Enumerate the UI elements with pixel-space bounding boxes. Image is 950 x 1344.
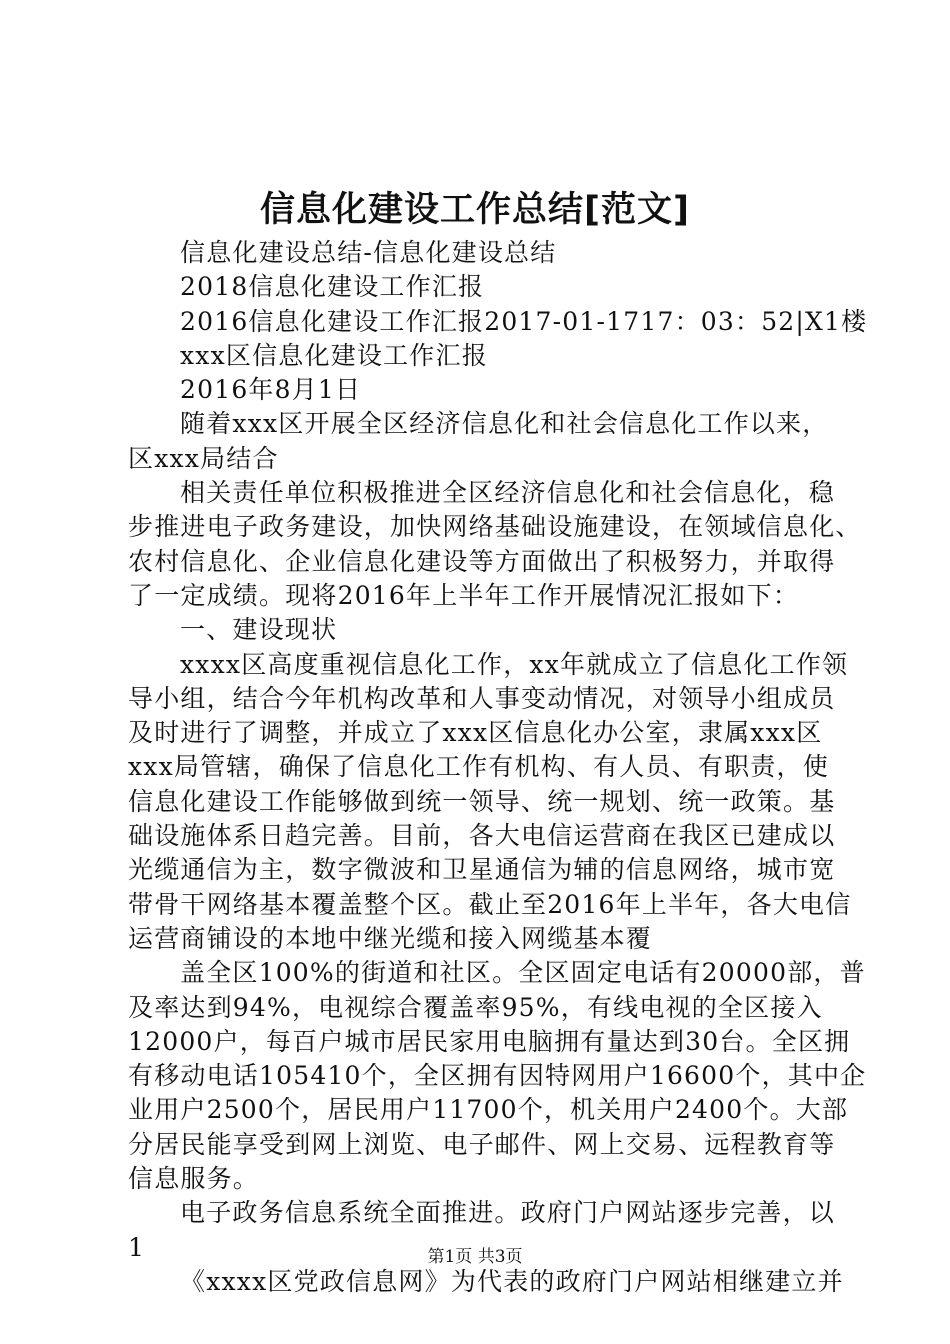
text-line: 及时进行了调整，并成立了xxx区信息化办公室，隶属xxx区: [128, 718, 823, 748]
text-line: 2018信息化建设工作汇报: [180, 272, 485, 302]
text-line: 电子政务信息系统全面推进。政府门户网站逐步完善，以: [180, 1198, 836, 1228]
text-line: xxx区信息化建设工作汇报: [180, 340, 488, 370]
text-line: 随着xxx区开展全区经济信息化和社会信息化工作以来，: [180, 409, 829, 439]
text-line: 分居民能享受到网上浏览、电子邮件、网上交易、远程教育等: [128, 1129, 836, 1159]
text-line: xxx局管辖，确保了信息化工作有机构、有人员、有职责，使: [128, 752, 829, 782]
text-line: 1: [128, 1232, 146, 1262]
text-line: 相关责任单位积极推进全区经济信息化和社会信息化，稳: [180, 478, 836, 508]
text-line: 信息化建设总结-信息化建设总结: [180, 238, 557, 267]
text-line: 运营商铺设的本地中继光缆和接入网缆基本覆: [128, 923, 653, 953]
document-title: 信息化建设工作总结[范文]: [260, 190, 690, 230]
text-line: 及率达到94%，电视综合覆盖率95%，有线电视的全区接入: [128, 992, 823, 1022]
text-line: 盖全区100%的街道和社区。全区固定电话有20000部，普: [180, 958, 866, 988]
text-line: 《xxxx区党政信息网》为代表的政府门户网站相继建立并: [180, 1266, 844, 1296]
text-line: 光缆通信为主，数字微波和卫星通信为辅的信息网络，城市宽: [128, 855, 836, 885]
text-line: 农村信息化、企业信息化建设等方面做出了积极努力，并取得: [128, 546, 836, 576]
text-line: 2016年8月1日: [180, 375, 362, 405]
document-body: [128, 236, 868, 1299]
text-line: 导小组，结合今年机构改革和人事变动情况，对领导小组成员: [128, 683, 836, 713]
text-line: 础设施体系日趋完善。目前，各大电信运营商在我区已建成以: [128, 821, 836, 851]
text-line: 业用户2500个，居民用户11700个，机关用户2400个。大部: [128, 1095, 849, 1125]
text-line: 信息化建设工作能够做到统一领导、统一规划、统一政策。基: [128, 786, 836, 816]
text-line: 信息服务。: [128, 1164, 260, 1194]
text-line: 12000户，每百户城市居民家用电脑拥有量达到30台。全区拥: [128, 1026, 851, 1056]
text-line: 步推进电子政务建设，加快网络基础设施建设，在领域信息化、: [128, 512, 862, 542]
text-line: xxxx区高度重视信息化工作，xx年就成立了信息化工作领: [180, 649, 849, 679]
section-heading: 一、建设现状: [180, 615, 338, 645]
text-line: 区xxx局结合: [128, 443, 279, 473]
text-line: 2016信息化建设工作汇报2017-01-1717：03：52|X1楼: [180, 306, 868, 336]
text-line: 有移动电话105410个，全区拥有因特网用户16600个，其中企: [128, 1061, 867, 1091]
page-footer: 第1页 共3页: [427, 1247, 523, 1267]
text-line: 了一定成绩。现将2016年上半年工作开展情况汇报如下：: [128, 580, 800, 610]
text-line: 带骨干网络基本覆盖整个区。截止至2016年上半年，各大电信: [128, 889, 852, 919]
